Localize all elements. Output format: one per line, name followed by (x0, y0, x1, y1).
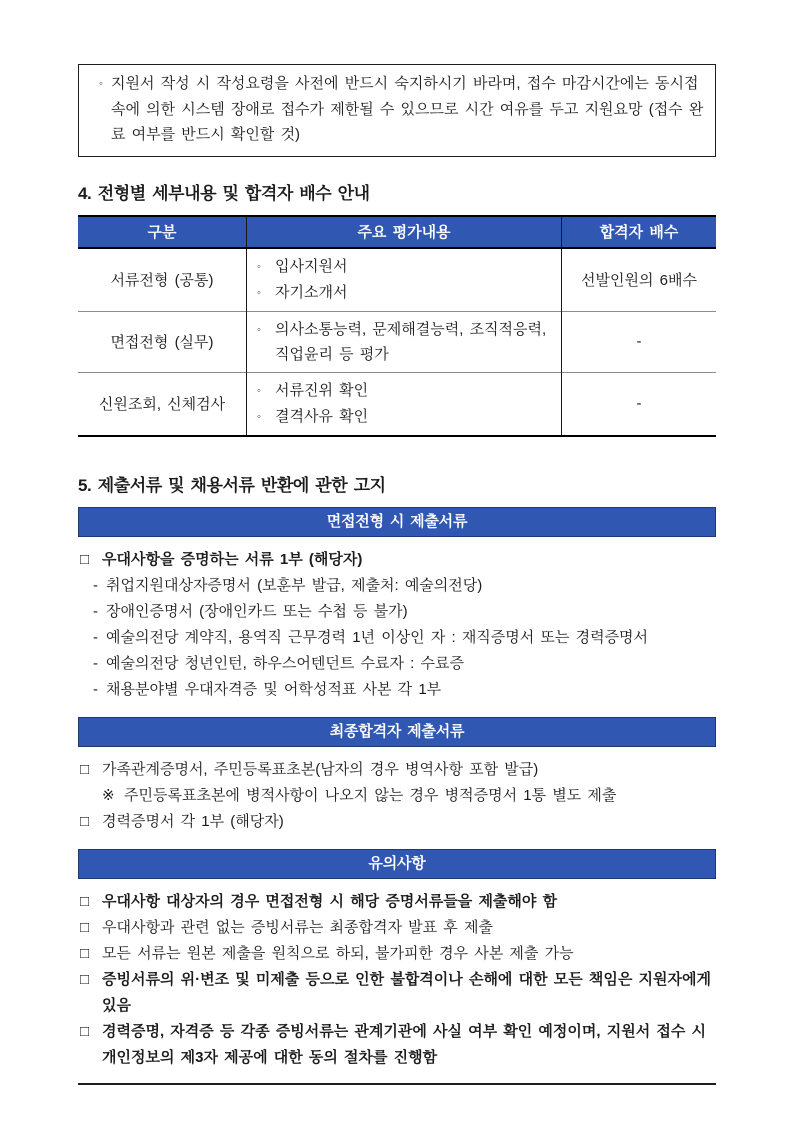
list-item-text: 모든 서류는 원본 제출을 원칙으로 하되, 불가피한 경우 사본 제출 가능 (102, 944, 574, 962)
checkbox-marker: □ (80, 550, 90, 568)
section-bar-final-docs: 최종합격자 제출서류 (78, 717, 716, 747)
list-item-text: 우대사항과 관련 없는 증빙서류는 최종합격자 발표 후 제출 (102, 918, 493, 936)
criteria-text: 입사지원서 (275, 257, 348, 275)
section5-title: 5. 제출서류 및 채용서류 반환에 관한 고지 (78, 475, 386, 495)
list-item-text: 우대사항을 증명하는 서류 1부 (해당자) (102, 550, 363, 568)
criteria-bullet-line (255, 378, 553, 404)
criteria-bullet-line (255, 317, 553, 367)
criteria-text: 의사소통능력, 문제해결능력, 조직적응력, 직업윤리 등 평가 (275, 320, 547, 363)
notice-line (91, 71, 705, 148)
list-item-text: 우대사항 대상자의 경우 면접전형 시 해당 증명서류들을 제출해야 함 (102, 892, 558, 910)
section-bar-interview-docs: 면접전형 시 제출서류 (78, 507, 716, 537)
table-row (78, 372, 716, 436)
list-item (80, 677, 716, 703)
criteria-cell (247, 311, 562, 372)
list-item (80, 809, 716, 835)
list-item-text: 가족관계증명서, 주민등록표초본(남자의 경우 병역사항 포함 발급) (102, 760, 539, 778)
circle-bullet-icon: ◦ (257, 260, 261, 273)
dash-marker: - (93, 602, 98, 620)
col-header-category: 구분 (78, 216, 247, 248)
list-item (80, 547, 716, 573)
dash-marker: - (93, 654, 98, 672)
circle-bullet-icon: ◦ (257, 384, 261, 397)
dash-marker: - (93, 628, 98, 646)
multiplier-cell: 선발인원의 6배수 (562, 248, 717, 312)
list-item-text: 경력증명, 자격증 등 각종 증빙서류는 관계기관에 사실 여부 확인 예정이며, 지원서 접수 시 개인정보의 제3자 제공에 대한 동의 절차를 진행함 (102, 1022, 706, 1066)
document-content (78, 0, 716, 1085)
category-cell: 서류전형 (공통) (110, 272, 214, 289)
list-item (80, 757, 716, 783)
bottom-rule (78, 1083, 716, 1085)
circle-bullet-icon: ◦ (257, 410, 261, 423)
table-row (78, 248, 716, 312)
reference-marker: ※ (102, 786, 115, 804)
list-item-text: 증빙서류의 위·변조 및 미제출 등으로 인한 불합격이나 손해에 대한 모든 책임은 지원자에게 있음 (102, 970, 711, 1014)
criteria-bullet-line (255, 254, 553, 280)
checkbox-marker: □ (80, 970, 90, 988)
checkbox-marker: □ (80, 1022, 90, 1040)
section4-title: 4. 전형별 세부내용 및 합격자 배수 안내 (78, 183, 370, 203)
criteria-bullet-line (255, 280, 553, 306)
category-cell: 면접전형 (실무) (78, 311, 247, 372)
criteria-text: 서류진위 확인 (275, 381, 369, 399)
checkbox-marker: □ (80, 892, 90, 910)
list-item (80, 651, 716, 677)
list-item-text: 채용분야별 우대자격증 및 어학성적표 사본 각 1부 (106, 680, 442, 698)
table-header-row (78, 216, 716, 248)
checkbox-marker: □ (80, 918, 90, 936)
checkbox-marker: □ (80, 944, 90, 962)
multiplier-cell: - (562, 311, 717, 372)
criteria-text: 결격사유 확인 (275, 407, 369, 425)
category-cell: 신원조회, 신체검사 (78, 372, 247, 436)
list-item (80, 599, 716, 625)
section-bar-cautions: 유의사항 (78, 849, 716, 879)
list-item (80, 967, 716, 1019)
list-item (80, 941, 716, 967)
checkbox-marker: □ (80, 812, 90, 830)
checkbox-marker: □ (80, 760, 90, 778)
list-item (80, 1019, 716, 1071)
list-item (80, 783, 716, 809)
circle-bullet-icon: ◦ (257, 323, 261, 336)
criteria-text: 자기소개서 (275, 283, 348, 301)
circle-bullet-icon: ◦ (257, 286, 261, 299)
list-item-text: 예술의전당 계약직, 용역직 근무경력 1년 이상인 자 : 재직증명서 또는 경력증명서 (106, 628, 649, 646)
list-item (80, 573, 716, 599)
dash-marker: - (93, 576, 98, 594)
col-header-criteria: 주요 평가내용 (247, 216, 562, 248)
circle-bullet-icon: ◦ (99, 78, 103, 90)
list-item-text: 취업지원대상자증명서 (보훈부 발급, 제출처: 예술의전당) (106, 576, 483, 594)
final-docs-list (78, 747, 716, 844)
notice-box (78, 64, 716, 157)
multiplier-cell: - (562, 372, 717, 436)
list-item (80, 889, 716, 915)
criteria-bullet-line (255, 404, 553, 430)
list-item (80, 625, 716, 651)
cautions-list (78, 879, 716, 1080)
notice-text: 지원서 작성 시 작성요령을 사전에 반드시 숙지하시기 바라며, 접수 마감시간에는 동시접속에 의한 시스템 장애로 접수가 제한될 수 있으므로 시간 여유를 두고 지원요망 (접수 완료 여부를 반드시 확인할 것) (111, 75, 704, 143)
col-header-multiple: 합격자 배수 (562, 216, 717, 248)
evaluation-table (78, 215, 716, 437)
list-item-text: 주민등록표초본에 병적사항이 나오지 않는 경우 병적증명서 1통 별도 제출 (124, 786, 617, 804)
interview-docs-list (78, 537, 716, 712)
dash-marker: - (93, 680, 98, 698)
table-row (78, 311, 716, 372)
list-item-text: 예술의전당 청년인턴, 하우스어텐던트 수료자 : 수료증 (106, 654, 464, 672)
criteria-cell (247, 248, 562, 312)
list-item-text: 장애인증명서 (장애인카드 또는 수첩 등 불가) (106, 602, 408, 620)
list-item (80, 915, 716, 941)
list-item-text: 경력증명서 각 1부 (해당자) (102, 812, 284, 830)
criteria-cell (247, 372, 562, 436)
